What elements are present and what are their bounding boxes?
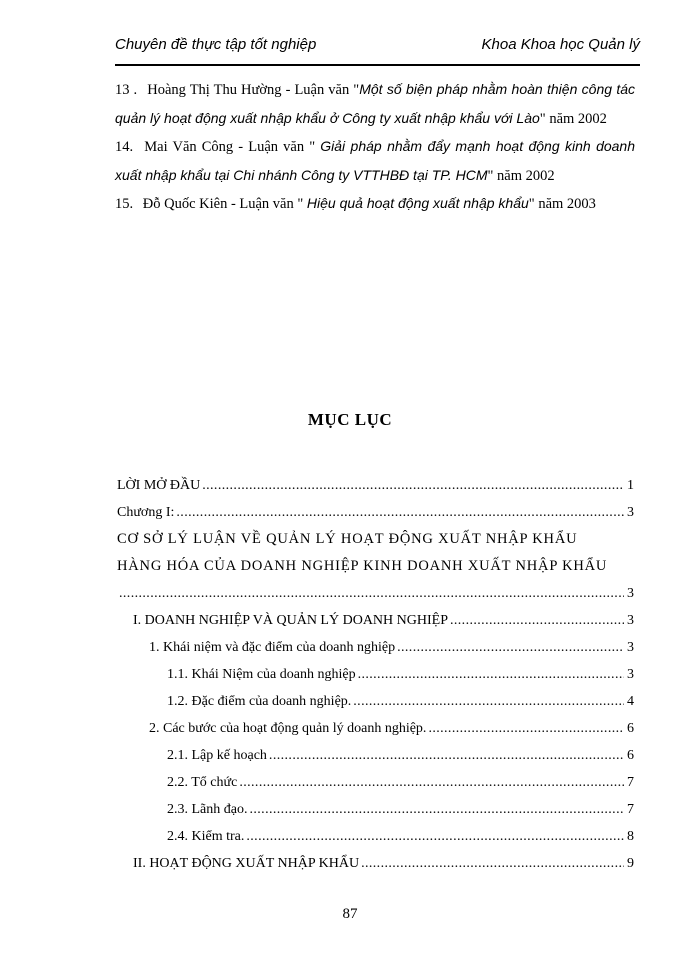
- reference-number: 13 .: [115, 82, 138, 98]
- toc-page: 7: [627, 775, 634, 790]
- toc-entry: [117, 715, 634, 742]
- toc-entry: [117, 661, 634, 688]
- toc-leader: [176, 499, 624, 526]
- toc-label: 1. Khái niệm và đặc điểm của doanh nghiệp: [149, 640, 396, 655]
- reference-number: 15.: [115, 196, 134, 212]
- toc-title: MỤC LỤC: [307, 410, 393, 429]
- toc-label: 1.2. Đặc điểm của doanh nghiệp.: [167, 694, 352, 709]
- header-right: Khoa Khoa học Quản lý: [481, 36, 640, 53]
- toc-page: 3: [627, 586, 634, 601]
- toc-page: 9: [627, 856, 634, 871]
- reference-author: Đỗ Quốc Kiên - Luận văn ": [142, 196, 307, 212]
- toc-entry: [117, 607, 634, 634]
- reference-item: [115, 76, 635, 133]
- toc-leader: [450, 607, 624, 634]
- toc-leader: [361, 850, 624, 877]
- toc-entry: [117, 688, 634, 715]
- toc-entry: [117, 634, 634, 661]
- toc-label: LỜI MỞ ĐẦU: [117, 478, 201, 493]
- toc-leader: [428, 715, 624, 742]
- toc-page: 3: [627, 505, 634, 520]
- toc-page: 3: [627, 640, 634, 655]
- header-left: Chuyên đề thực tập tốt nghiệp: [115, 36, 317, 53]
- toc-entry-chapter-title: [117, 580, 634, 607]
- page-number: 87: [342, 906, 358, 922]
- reference-item: [115, 133, 635, 190]
- toc-label: 1.1. Khái Niệm của doanh nghiệp: [167, 667, 356, 682]
- reference-author: Mai Văn Công - Luận văn ": [144, 139, 321, 155]
- toc-page: 4: [627, 694, 634, 709]
- reference-title: Hiệu quả hoạt động xuất nhập khẩu: [306, 195, 529, 211]
- toc-entry: [117, 769, 634, 796]
- toc-page: 7: [627, 802, 634, 817]
- toc-leader: [358, 661, 624, 688]
- toc-page: 1: [627, 478, 634, 493]
- toc-leader: [202, 472, 624, 499]
- reference-title: Giải pháp nhằm đẩy mạnh hoạt động kinh doanh xuất nhập khẩu tại Chi nhánh Công ty VTTHBĐ tại TP. HCM: [115, 138, 635, 183]
- toc-entry: [117, 823, 634, 850]
- reference-author: Hoàng Thị Thu Hường - Luận văn ": [147, 82, 360, 98]
- reference-number: 14.: [115, 139, 134, 155]
- toc-entry: [117, 742, 634, 769]
- toc-entry: [117, 796, 634, 823]
- toc-label: Chương I:: [117, 505, 175, 520]
- toc-leader: [269, 742, 624, 769]
- toc-leader: [246, 823, 624, 850]
- page-header: [115, 36, 640, 66]
- table-of-contents: [117, 472, 634, 877]
- toc-leader: [119, 580, 624, 607]
- chapter-title-line2: HÀNG HÓA CỦA DOANH NGHIỆP KINH DOANH XUẤT NHẬP KHẨU: [117, 558, 608, 574]
- toc-leader: [397, 634, 624, 661]
- toc-page: 6: [627, 748, 634, 763]
- toc-label: I. DOANH NGHIỆP VÀ QUẢN LÝ DOANH NGHIỆP: [133, 613, 448, 628]
- toc-leader: [353, 688, 624, 715]
- toc-leader: [249, 796, 624, 823]
- toc-entry-intro: [117, 472, 634, 499]
- reference-title: Một số biện pháp nhằm hoàn thiện công tác quản lý hoạt động xuất nhập khẩu ở Công ty xuất nhập khẩu với Lào: [115, 81, 636, 126]
- toc-label: 2.1. Lập kế hoạch: [167, 748, 267, 763]
- toc-page: 6: [627, 721, 634, 736]
- toc-entry: [117, 850, 634, 877]
- toc-label: 2.4. Kiểm tra.: [167, 829, 245, 844]
- toc-label: 2. Các bước của hoạt động quản lý doanh nghiệp.: [149, 721, 427, 736]
- toc-label: 2.2. Tổ chức: [167, 775, 238, 790]
- chapter-title-line1: CƠ SỞ LÝ LUẬN VỀ QUẢN LÝ HOẠT ĐỘNG XUẤT NHẬP KHẨU: [117, 531, 578, 547]
- reference-item: [115, 190, 635, 219]
- reference-suffix: " năm 2002: [487, 167, 555, 184]
- toc-label: 2.3. Lãnh đạo.: [167, 802, 248, 817]
- toc-page: 8: [627, 829, 634, 844]
- toc-label: II. HOẠT ĐỘNG XUẤT NHẬP KHẨU: [133, 856, 360, 871]
- toc-entry-chapter: [117, 499, 634, 526]
- toc-page: 3: [627, 613, 634, 628]
- reference-suffix: " năm 2002: [539, 110, 607, 127]
- reference-list: [115, 76, 635, 219]
- toc-leader: [239, 769, 624, 796]
- toc-page: 3: [627, 667, 634, 682]
- reference-suffix: " năm 2003: [528, 196, 596, 212]
